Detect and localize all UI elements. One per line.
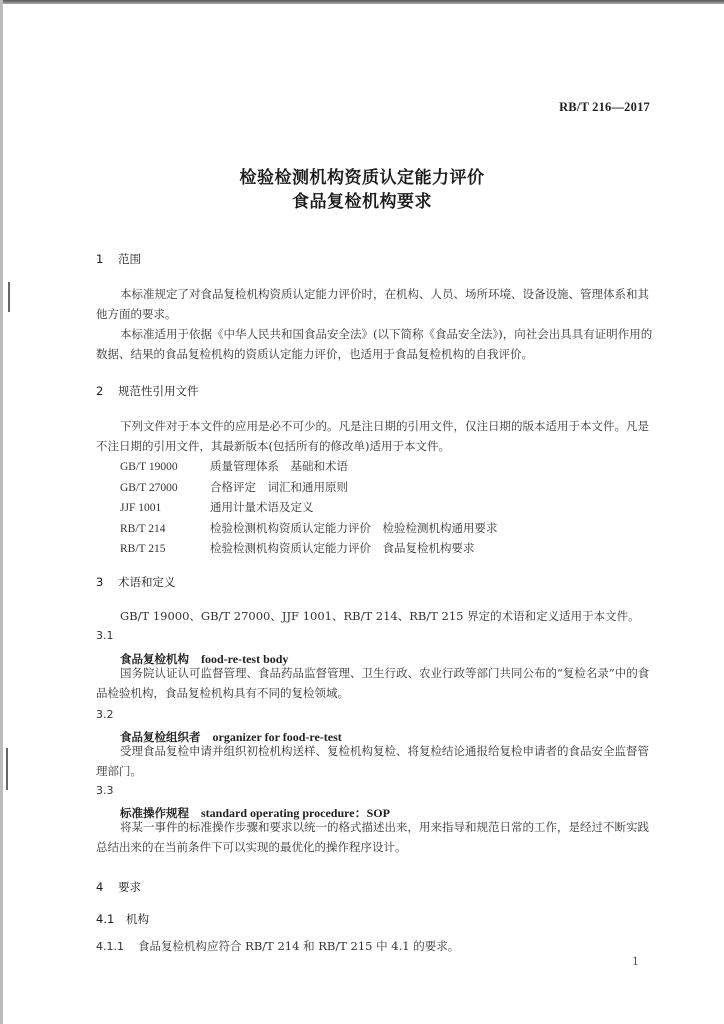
document-title-line2: 食品复检机构要求	[292, 192, 432, 212]
clause-text: 食品复检机构应符合 RB/T 214 和 RB/T 215 中 4.1 的要求。	[138, 939, 460, 953]
reference-code: JJF 1001	[120, 502, 162, 514]
reference-code: GB/T 27000	[120, 481, 178, 494]
scan-mark	[8, 282, 10, 312]
term-number: 3.3	[96, 784, 114, 797]
section-number: 2	[96, 384, 104, 398]
standard-number: RB/T 216—2017	[559, 100, 650, 114]
reference-title: 通用计量术语及定义	[210, 500, 314, 514]
reference-code: RB/T 215	[120, 543, 166, 555]
section-3-intro	[96, 606, 656, 626]
page-number: 1	[632, 955, 639, 968]
term-chinese: 食品复检机构	[120, 652, 189, 666]
section-number: 1	[96, 252, 104, 266]
section-1-body	[96, 284, 656, 364]
subsection-title: 机构	[126, 912, 149, 926]
term-english: organizer for food-re-test	[212, 730, 342, 744]
section-3-heading	[96, 574, 176, 590]
term-english: food-re-test body	[201, 652, 289, 666]
section-4-heading	[96, 879, 141, 895]
reference-title: 检验检测机构资质认定能力评价 检验检测机构通用要求	[210, 520, 498, 535]
reference-item	[120, 539, 498, 560]
paragraph: 国务院认证认可监督管理、食品药品监督管理、卫生行政、农业行政等部门共同公布的“复检名录”中的食品检验机构，食品复检机构具有不同的复检领域。	[96, 666, 650, 700]
section-title: 规范性引用文件	[118, 384, 199, 398]
section-title: 范围	[118, 252, 141, 266]
term-definition	[96, 741, 656, 781]
paragraph: 将某一事件的标准操作步骤和要求以统一的格式描述出来，用来指导和规范日常的工作，是经过不断实践总结出来的在当前条件下可以实现的最优化的操作程序设计。	[96, 820, 649, 854]
scan-edge-left	[0, 0, 3, 1024]
term-number: 3.1	[96, 629, 114, 642]
term-definition	[96, 817, 656, 857]
subsection-number: 4.1	[96, 912, 115, 926]
reference-code: RB/T 214	[120, 522, 166, 535]
paragraph: 本标准适用于依据《中华人民共和国食品安全法》(以下简称《食品安全法》)，向社会出具具有证明作用的数据、结果的食品复检机构的资质认定能力评价，也适用于食品复检机构的自我评价。	[96, 327, 653, 361]
reference-code: GB/T 19000	[120, 461, 178, 473]
paragraph: 受理食品复检申请并组织初检机构送样、复检机构复检、将复检结论通报给复检申请者的食品安全监督管理部门。	[96, 744, 649, 778]
section-1-heading	[96, 251, 141, 267]
section-number: 4	[96, 880, 104, 894]
reference-title: 质量管理体系 基础和术语	[210, 459, 348, 473]
reference-title: 合格评定 词汇和通用原则	[210, 479, 348, 494]
scan-edge-top	[0, 0, 724, 4]
reference-title: 检验检测机构资质认定能力评价 食品复检机构要求	[210, 541, 475, 555]
reference-item	[120, 478, 498, 499]
term-definition	[96, 663, 656, 703]
section-2-heading	[96, 383, 199, 399]
reference-list	[120, 457, 498, 560]
reference-item	[120, 519, 498, 540]
paragraph: 本标准规定了对食品复检机构资质认定能力评价时，在机构、人员、场所环境、设备设施、管理体系和其他方面的要求。	[96, 287, 649, 321]
term-chinese: 标准操作规程	[120, 806, 189, 820]
subsection-heading	[96, 911, 149, 927]
paragraph: GB/T 19000、GB/T 27000、JJF 1001、RB/T 214、RB/T 215 界定的术语和定义适用于本文件。	[120, 609, 640, 623]
clause-number: 4.1.1	[96, 940, 124, 953]
section-2-intro	[96, 416, 656, 456]
reference-item	[120, 498, 498, 519]
term-number: 3.2	[96, 708, 114, 721]
reference-item	[120, 457, 498, 478]
term-chinese: 食品复检组织者	[120, 730, 201, 744]
scan-mark	[6, 748, 8, 790]
clause-4-1-1	[96, 938, 459, 954]
term-english: standard operating procedure：SOP	[201, 806, 390, 820]
paragraph: 下列文件对于本文件的应用是必不可少的。凡是注日期的引用文件，仅注日期的版本适用于本文件。凡是不注日期的引用文件，其最新版本(包括所有的修改单)适用于本文件。	[96, 419, 649, 453]
document-title-line1: 检验检测机构资质认定能力评价	[239, 168, 485, 188]
section-title: 术语和定义	[118, 575, 176, 589]
section-title: 要求	[118, 880, 141, 894]
section-number: 3	[96, 575, 104, 589]
